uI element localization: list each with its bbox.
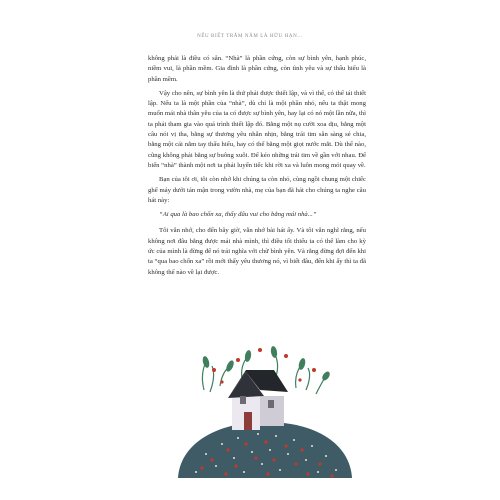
- running-head: NẾU BIẾT TRĂM NĂM LÀ HỮU HẠN...: [197, 34, 303, 39]
- song-quote: “Ai qua là bao chốn xa, thấy đâu vui cho bằng mái nhà...”: [159, 211, 317, 219]
- house-window: [268, 400, 274, 408]
- paragraph-2: Vậy cho nên, sự bình yên là thứ phải được thiết lập, và vì thế, có thể tái thiết lập. Nếu ta là một phần của “nhà”, dù chỉ là một phần nhỏ, nếu ta thật mong muốn mái nhà thân yêu của ta có được sự bình yên, hay lại có nó một lần nữa, thì ta phải tham gia vào quá trình thiết lập đó. Bằng một nụ cười xoa dịu, bằng một câu nói vị tha, bằng sự thương yêu nhẫn nhịn, bằng trái tim sẵn sàng sẻ chia, bằng một cái nắm tay thấu hiểu, hay có thể bằng một giọt nước mắt. Dù thế nào, cũng không phải bằng sự buông xuôi. Để kéo những trái tim về gần với nhau. Để biến “nhà” thành một nơi ta phải luyến tiếc khi rời xa và luôn mong mỏi quay về.: [148, 89, 366, 169]
- hill: [178, 422, 352, 478]
- house-window: [240, 396, 246, 404]
- body-text: [148, 54, 366, 282]
- house-on-hill-illustration: [176, 326, 354, 478]
- paragraph-1: không phải là điều có sẵn. “Nhà” là phần cứng, còn sự bình yên, hạnh phúc, niềm vui, là phần mềm. Gia đình là phần cứng, còn tình yêu và sự thấu hiểu là phần mềm.: [148, 55, 366, 83]
- paragraph-4: Tôi vẫn nhớ, cho đến bây giờ, vẫn nhớ bài hát ấy. Và tôi vẫn nghĩ rằng, nếu không nơi đâu bằng được mái nhà mình, thì điều tối thiểu ta có thể làm cho kỳ ức của mình là đừng để nó trải nghĩa với chữ bình yên. Và rằng đừng đợi đến khi ta “qua bao chốn xa” rồi mới thấy yêu thương nó, vì biết đâu, đến khi ấy thì ta đã không thể nào về lại được.: [148, 227, 366, 276]
- house-door: [244, 412, 252, 430]
- paragraph-3: Bạn của tôi ơi, tôi còn nhớ khi chúng ta còn nhỏ, cùng ngồi chung một chiếc ghế máy dưới tán mận trong vườn nhà, mẹ của bạn đã hát cho chúng ta nghe câu hát này:: [148, 176, 366, 204]
- house: [228, 370, 288, 430]
